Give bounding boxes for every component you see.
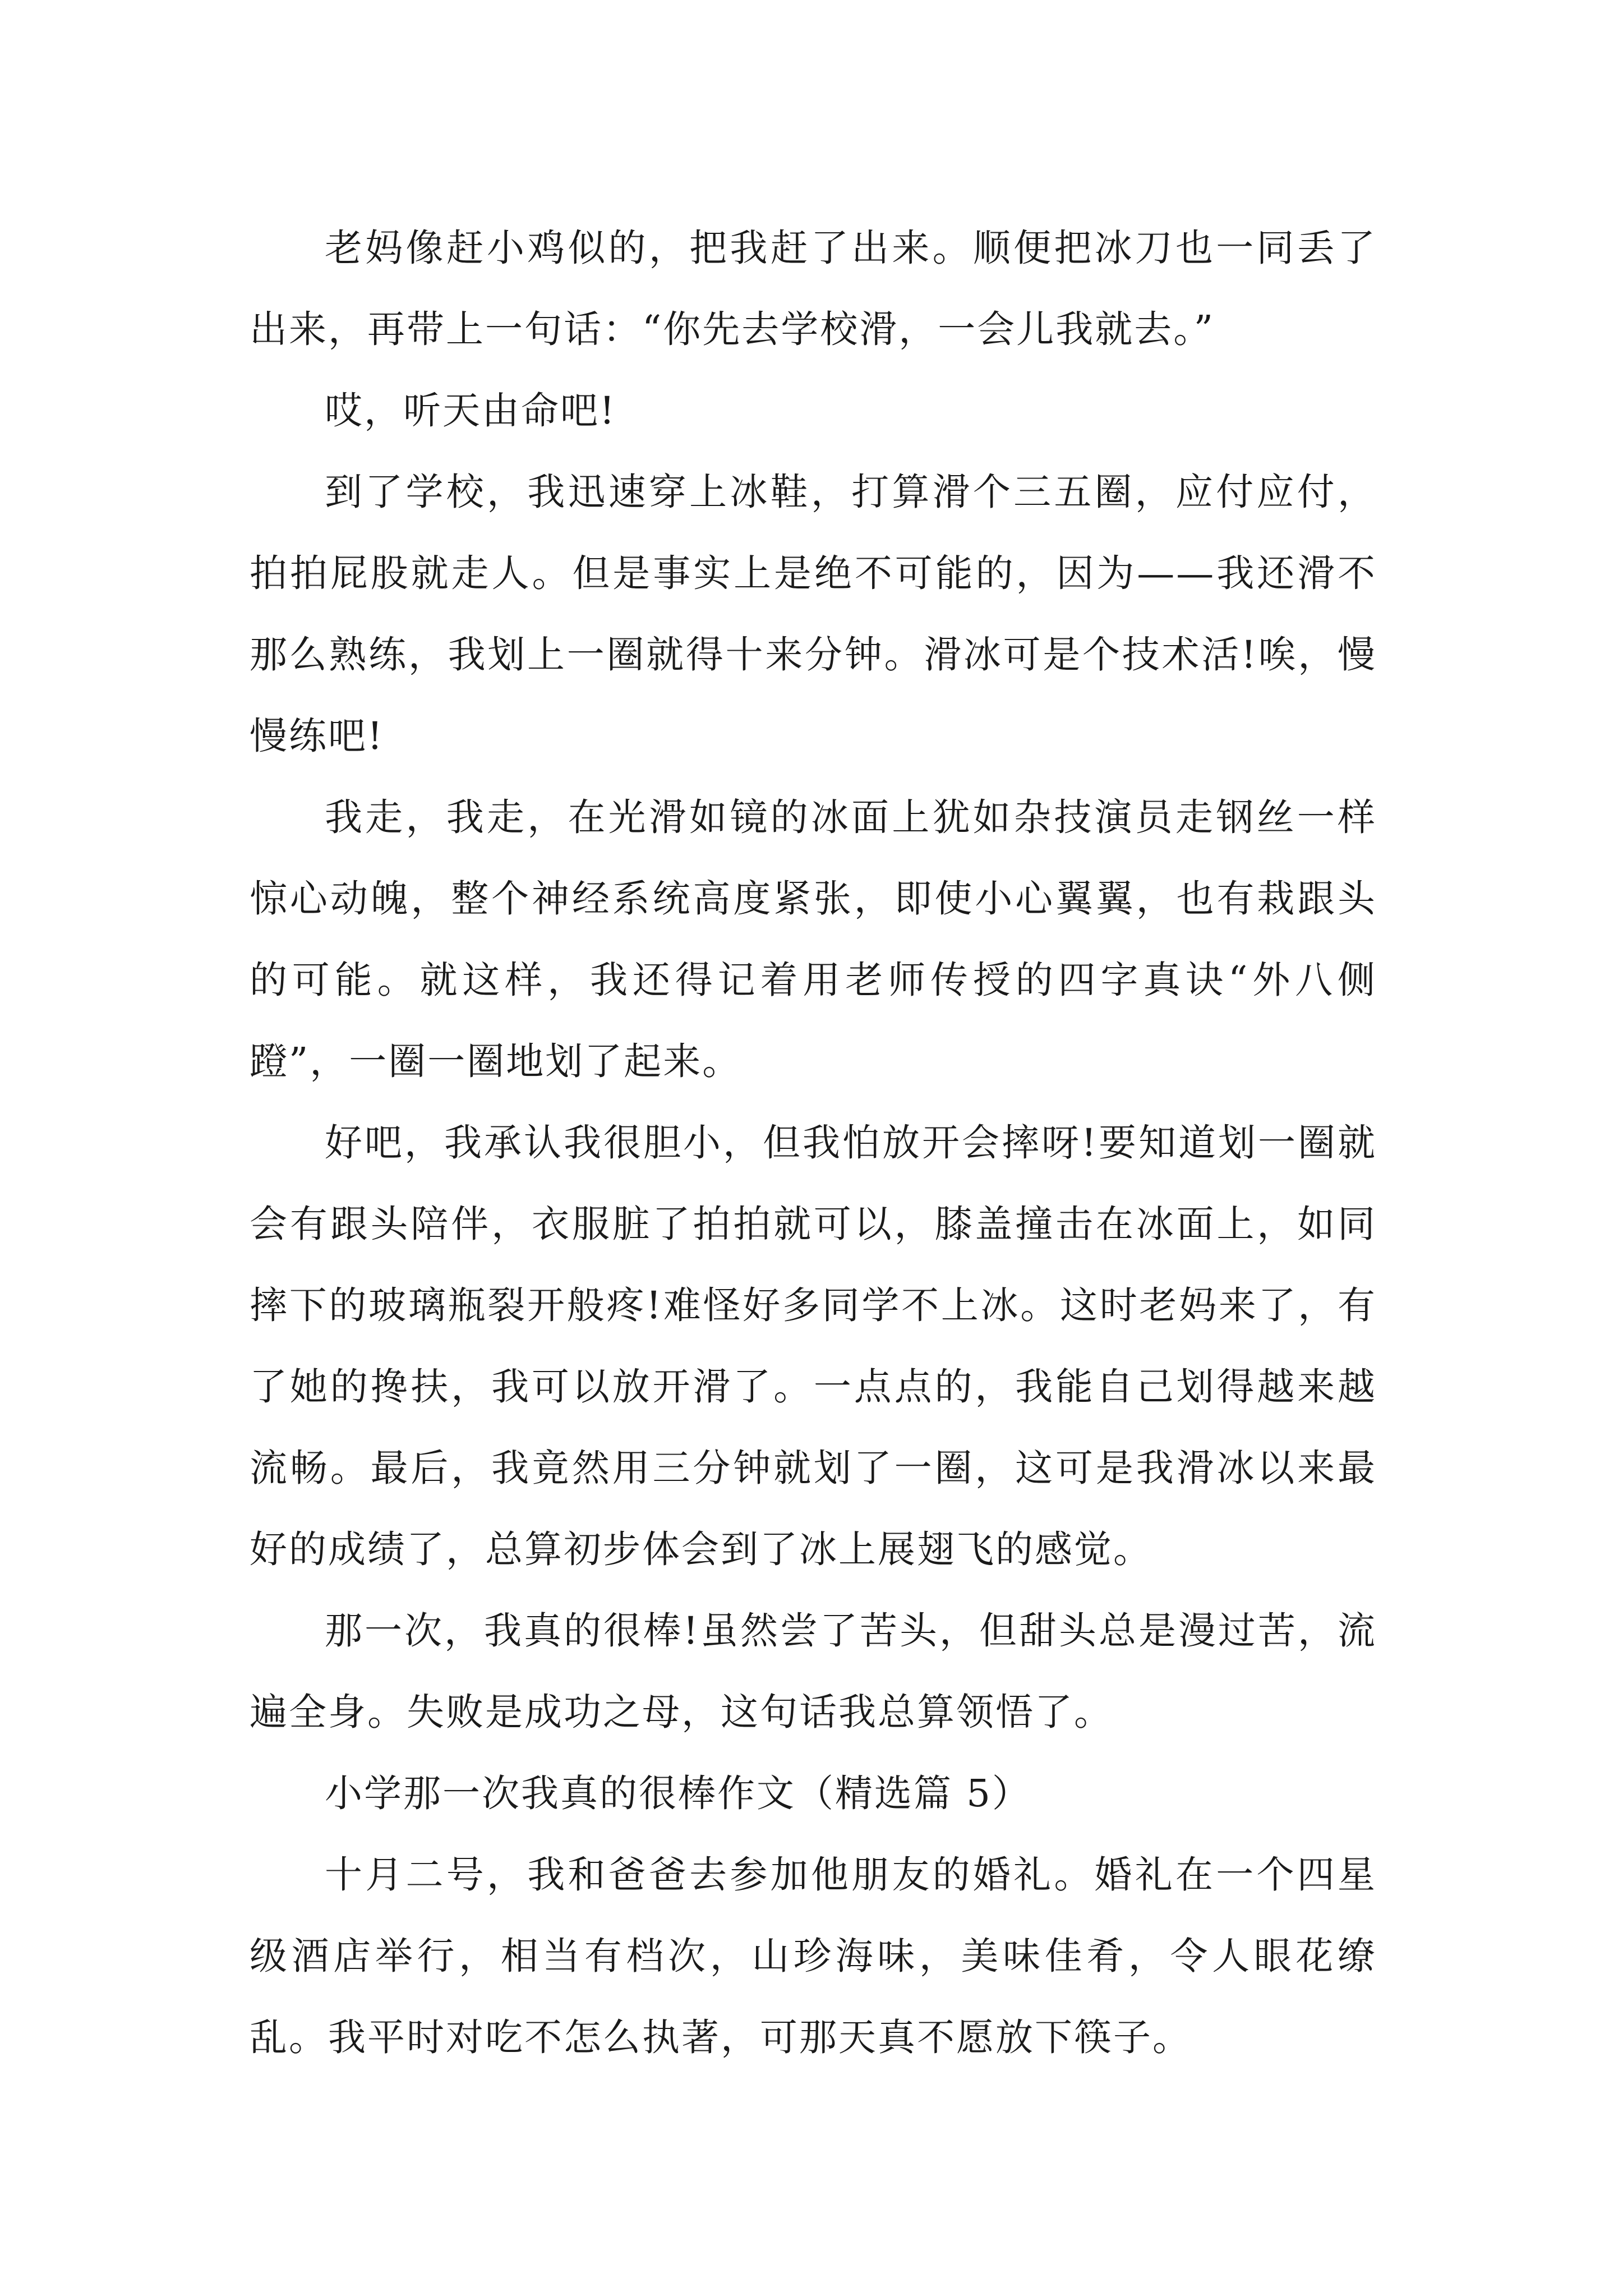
paragraph: 好吧，我承认我很胆小，但我怕放开会摔呀!要知道划一圈就会有跟头陪伴，衣服脏了拍拍就可以，膝盖撞击在冰面上，如同摔下的玻璃瓶裂开般疼!难怪好多同学不上冰。这时老妈来了，有了她的搀扶，我可以放开滑了。一点点的，我能自己划得越来越流畅。最后，我竟然用三分钟就划了一圈，这可是我滑冰以来最好的成绩了，总算初步体会到了冰上展翅飞的感觉。 bbox=[250, 1121, 1377, 1571]
paragraph: 到了学校，我迅速穿上冰鞋，打算滑个三五圈，应付应付，拍拍屁股就走人。但是事实上是绝不可能的，因为——我还滑不那么熟练，我划上一圈就得十来分钟。滑冰可是个技术活!唉，慢慢练吧! bbox=[250, 470, 1377, 758]
paragraph: 那一次，我真的很棒!虽然尝了苦头，但甜头总是漫过苦，流遍全身。失败是成功之母，这句话我总算领悟了。 bbox=[250, 1609, 1377, 1734]
paragraph: 哎，听天由命吧! bbox=[325, 389, 616, 432]
paragraph: 老妈像赶小鸡似的，把我赶了出来。顺便把冰刀也一同丢了出来，再带上一句话：“你先去学校滑，一会儿我就去。” bbox=[250, 226, 1377, 351]
paragraph: 我走，我走，在光滑如镜的冰面上犹如杂技演员走钢丝一样惊心动魄，整个神经系统高度紧张，即使小心翼翼，也有栽跟头的可能。就这样，我还得记着用老师传授的四字真诀“外八侧蹬”，一圈一圈地划了起来。 bbox=[250, 795, 1377, 1083]
document-body bbox=[250, 208, 1377, 2078]
paragraph: 十月二号，我和爸爸去参加他朋友的婚礼。婚礼在一个四星级酒店举行，相当有档次，山珍海味，美味佳肴，令人眼花缭乱。我平时对吃不怎么执著，可那天真不愿放下筷子。 bbox=[250, 1853, 1377, 2059]
section-heading: 小学那一次我真的很棒作文（精选篇 5） bbox=[325, 1772, 1031, 1815]
